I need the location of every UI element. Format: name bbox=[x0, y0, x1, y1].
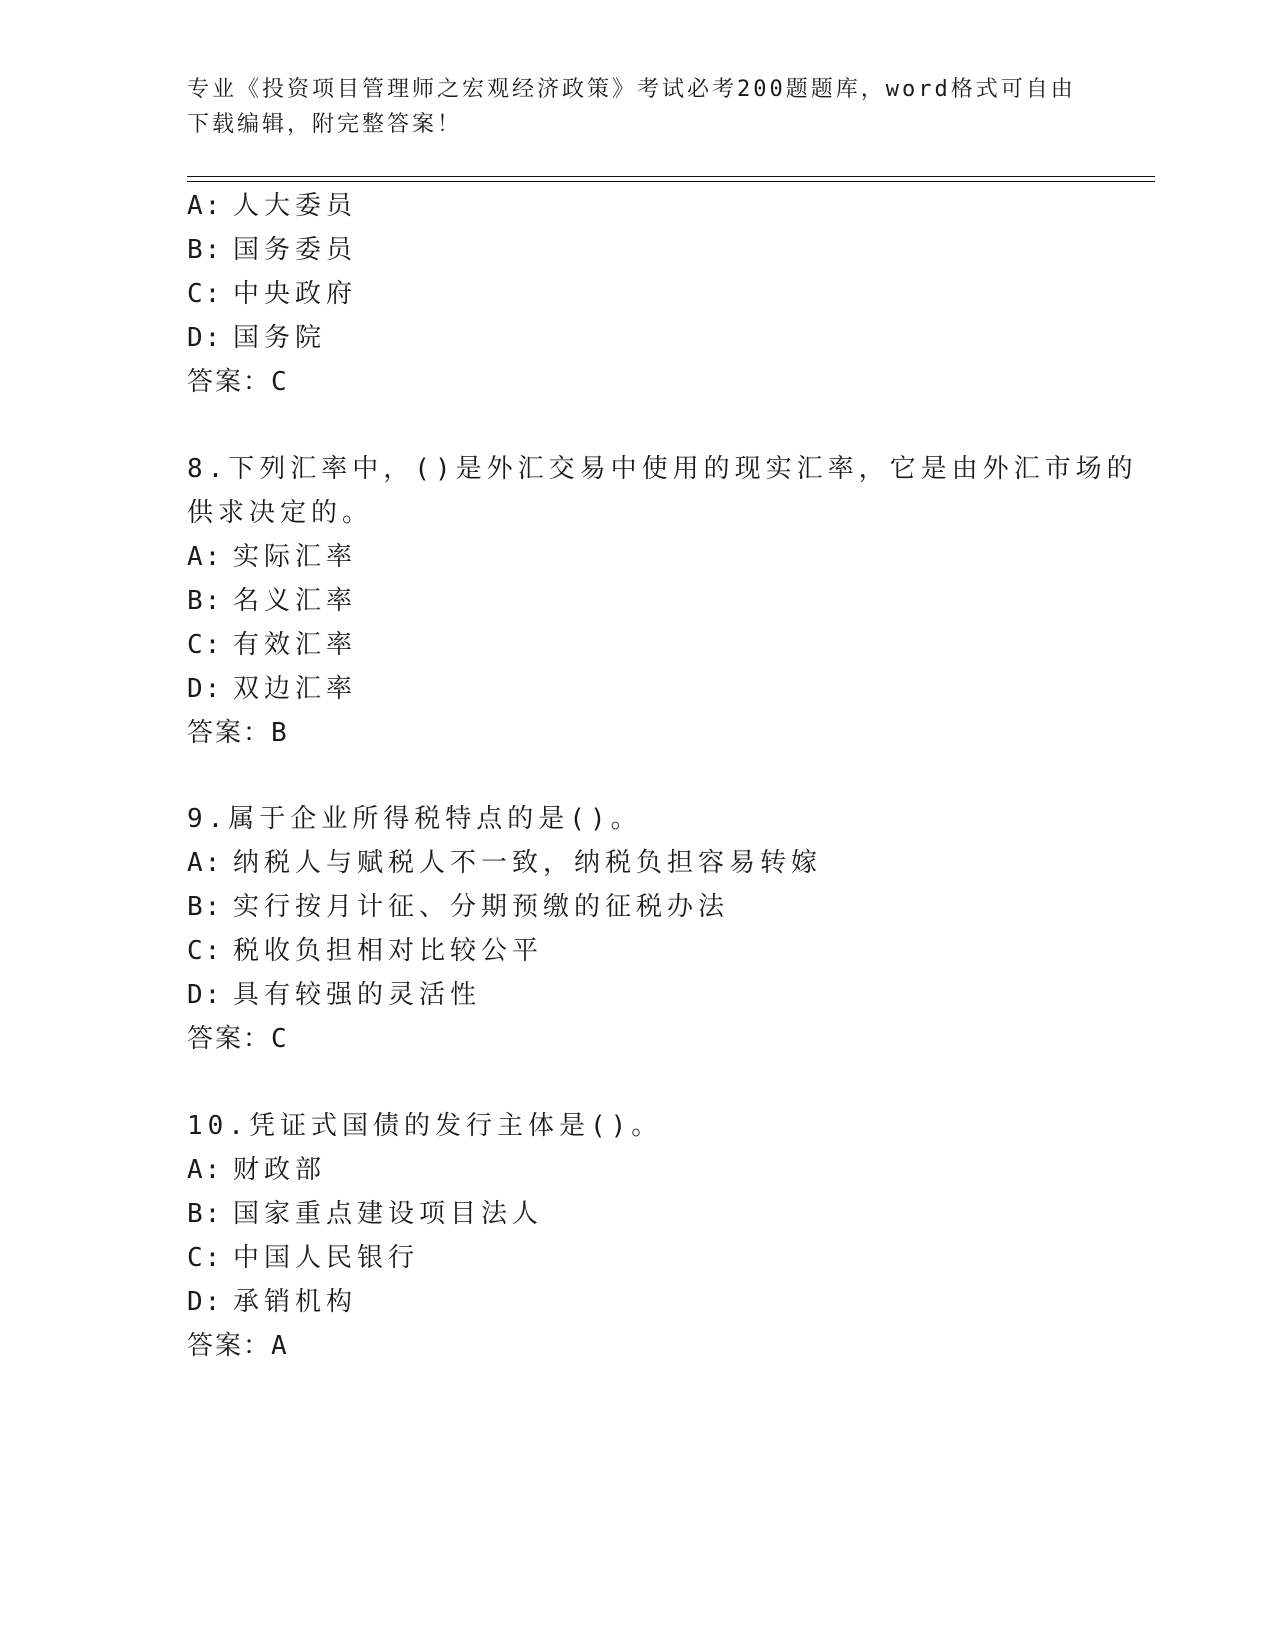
answer-prefix: 答案： bbox=[187, 1331, 272, 1361]
option-text: 国务院 bbox=[233, 323, 327, 353]
option-letter: C: bbox=[187, 1243, 223, 1273]
option-letter: D: bbox=[187, 1287, 223, 1317]
option-letter: C: bbox=[187, 630, 223, 660]
question-8-stem: 8.下列汇率中，()是外汇交易中使用的现实汇率，它是由外汇市场的 bbox=[187, 454, 1138, 484]
option-text: 税收负担相对比较公平 bbox=[233, 936, 544, 966]
header-line-2: 下载编辑，附完整答案！ bbox=[187, 112, 463, 137]
option-letter: A: bbox=[187, 1155, 223, 1185]
answer-line bbox=[187, 1022, 289, 1056]
option-a bbox=[187, 846, 822, 880]
option-a bbox=[187, 540, 357, 574]
option-letter: D: bbox=[187, 674, 223, 704]
option-text: 具有较强的灵活性 bbox=[233, 980, 482, 1010]
option-d bbox=[187, 321, 326, 355]
option-a bbox=[187, 189, 357, 223]
option-letter: B: bbox=[187, 892, 223, 922]
question-8-stem-cont: 供求决定的。 bbox=[187, 498, 374, 528]
option-letter: B: bbox=[187, 1199, 223, 1229]
option-b bbox=[187, 890, 729, 924]
option-b bbox=[187, 233, 357, 267]
option-c bbox=[187, 277, 357, 311]
option-letter: B: bbox=[187, 586, 223, 616]
option-text: 中央政府 bbox=[233, 279, 358, 309]
option-d bbox=[187, 1285, 357, 1319]
question-10-stem: 10.凭证式国债的发行主体是()。 bbox=[187, 1111, 663, 1141]
option-c bbox=[187, 628, 357, 662]
option-d bbox=[187, 672, 357, 706]
option-text: 实际汇率 bbox=[233, 542, 358, 572]
answer-value: C bbox=[271, 1024, 289, 1054]
answer-value: B bbox=[271, 718, 289, 748]
option-letter: A: bbox=[187, 542, 223, 572]
option-d bbox=[187, 978, 481, 1012]
option-letter: C: bbox=[187, 279, 223, 309]
answer-line bbox=[187, 1329, 289, 1363]
option-text: 人大委员 bbox=[233, 191, 358, 221]
header-divider-bottom bbox=[187, 181, 1155, 182]
option-c bbox=[187, 934, 543, 968]
answer-prefix: 答案： bbox=[187, 1024, 272, 1054]
option-letter: A: bbox=[187, 191, 223, 221]
option-letter: D: bbox=[187, 980, 223, 1010]
option-letter: C: bbox=[187, 936, 223, 966]
option-text: 财政部 bbox=[233, 1155, 327, 1185]
option-letter: D: bbox=[187, 323, 223, 353]
question-9-stem: 9.属于企业所得税特点的是()。 bbox=[187, 804, 642, 834]
answer-prefix: 答案： bbox=[187, 367, 272, 397]
header-line-1: 专业《投资项目管理师之宏观经济政策》考试必考200题题库，word格式可自由 bbox=[187, 77, 1076, 102]
answer-line bbox=[187, 716, 289, 750]
option-a bbox=[187, 1153, 326, 1187]
answer-line bbox=[187, 365, 289, 399]
option-text: 国家重点建设项目法人 bbox=[233, 1199, 544, 1229]
option-letter: B: bbox=[187, 235, 223, 265]
option-text: 名义汇率 bbox=[233, 586, 358, 616]
answer-prefix: 答案： bbox=[187, 718, 272, 748]
option-text: 纳税人与赋税人不一致，纳税负担容易转嫁 bbox=[233, 848, 823, 878]
answer-value: A bbox=[271, 1331, 289, 1361]
option-text: 中国人民银行 bbox=[233, 1243, 420, 1273]
option-b bbox=[187, 1197, 543, 1231]
option-text: 承销机构 bbox=[233, 1287, 358, 1317]
document-header bbox=[187, 72, 1087, 142]
header-divider-top bbox=[187, 176, 1155, 177]
option-text: 国务委员 bbox=[233, 235, 358, 265]
option-c bbox=[187, 1241, 419, 1275]
option-text: 双边汇率 bbox=[233, 674, 358, 704]
option-letter: A: bbox=[187, 848, 223, 878]
option-text: 实行按月计征、分期预缴的征税办法 bbox=[233, 892, 730, 922]
option-b bbox=[187, 584, 357, 618]
option-text: 有效汇率 bbox=[233, 630, 358, 660]
answer-value: C bbox=[271, 367, 289, 397]
